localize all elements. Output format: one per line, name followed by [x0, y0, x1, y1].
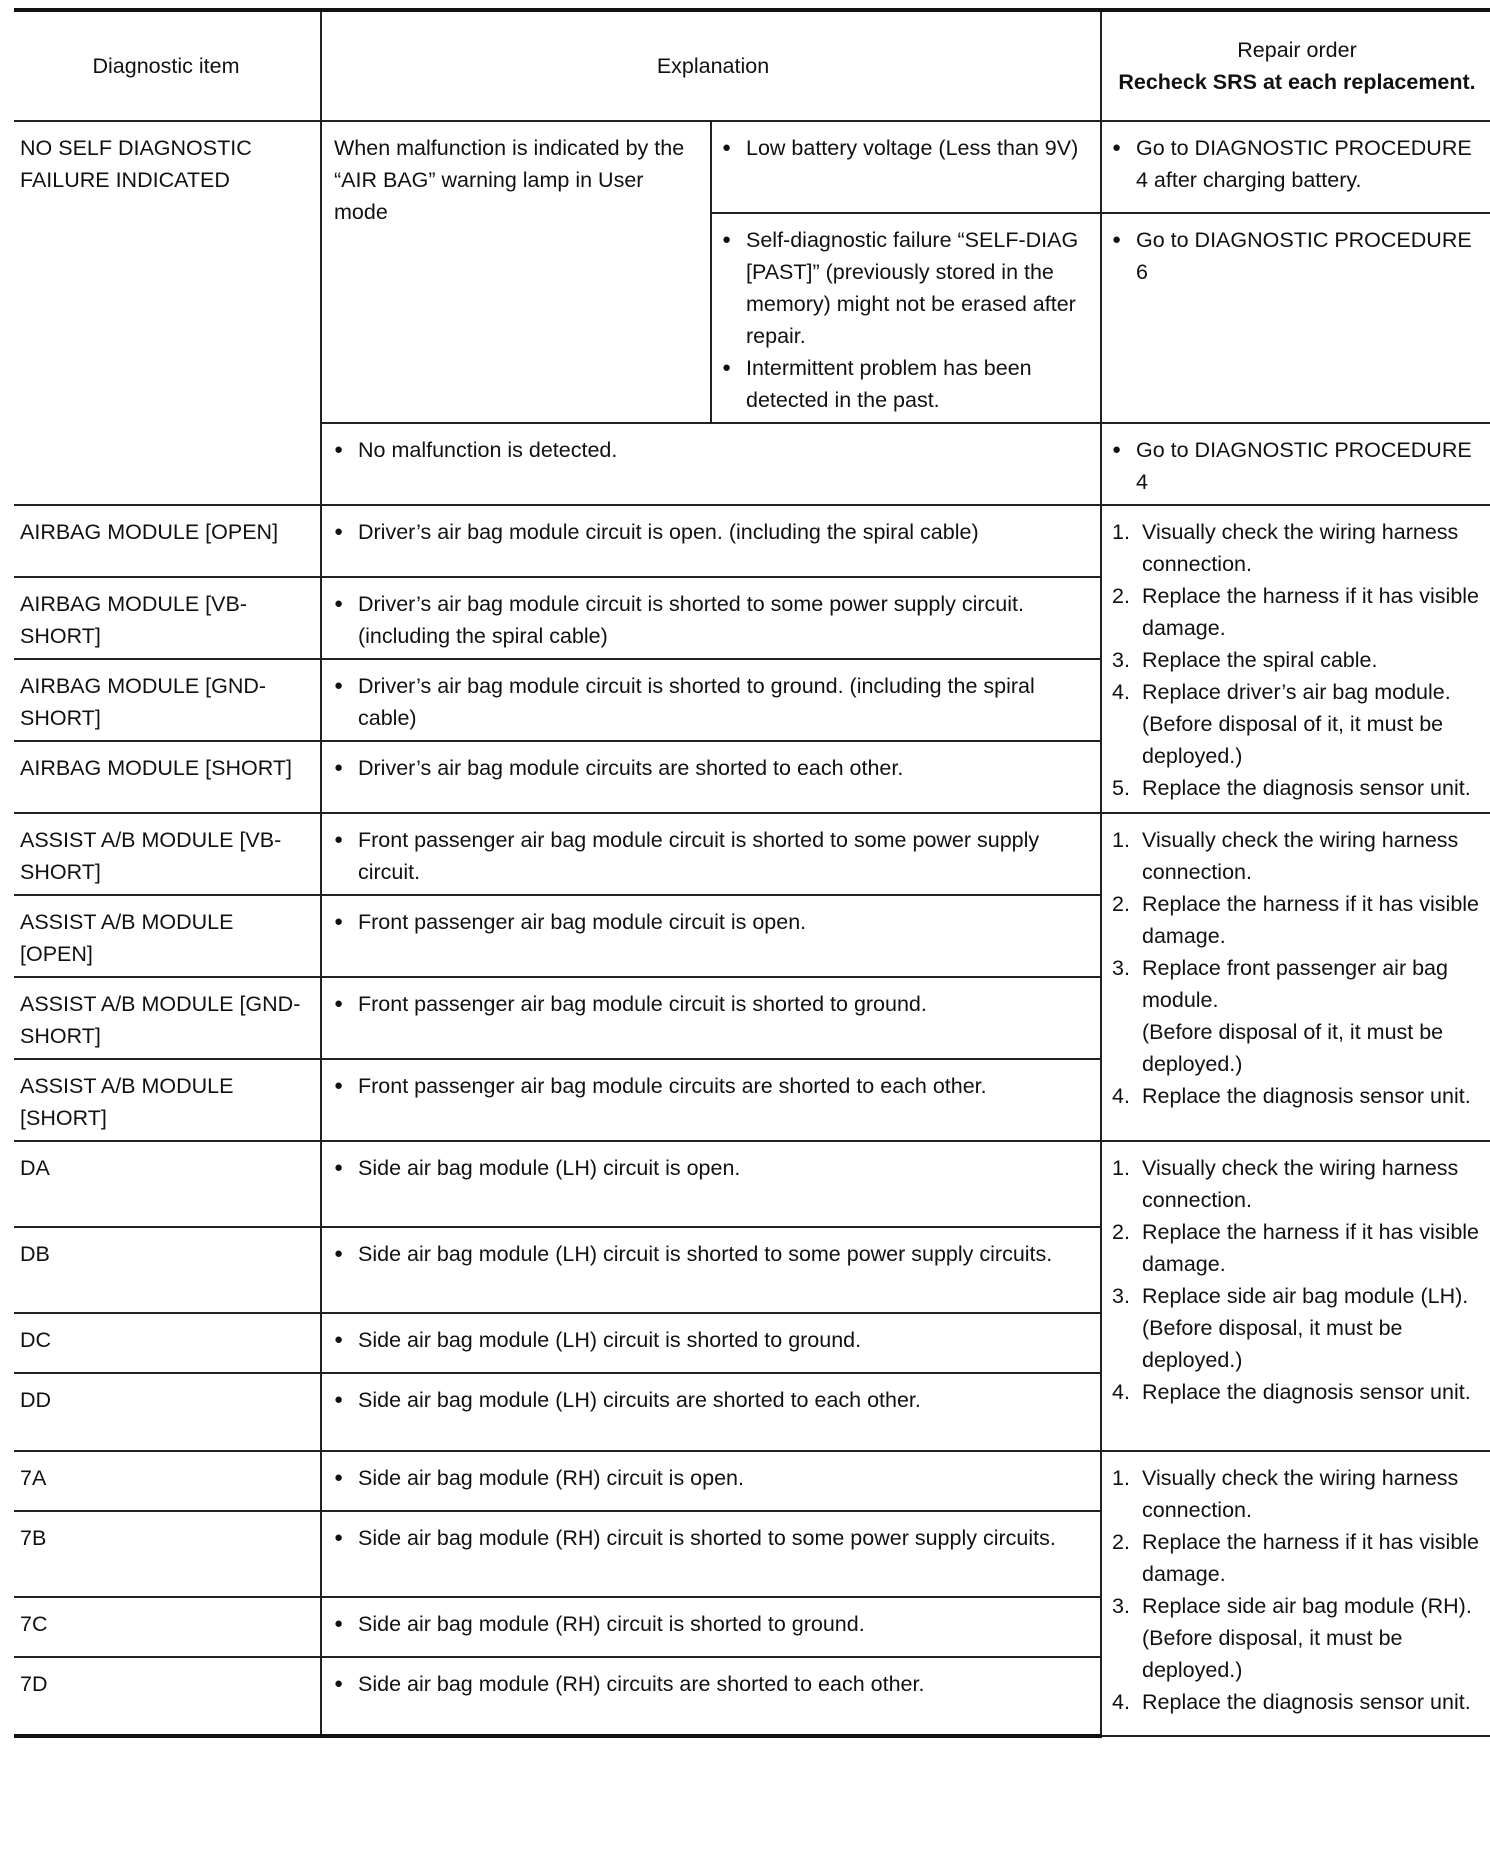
- repair-step-text: Replace the harness if it has visible damage.: [1142, 1220, 1480, 1276]
- repair-item: ● Go to DIAGNOSTIC PROCEDURE 4: [1112, 434, 1482, 498]
- explanation-cell: [321, 1141, 1101, 1227]
- table-row: [14, 1451, 1490, 1511]
- explanation-cell: [321, 895, 1101, 977]
- repair-steps-list: [1112, 1152, 1482, 1408]
- explanation-cell: [321, 813, 1101, 895]
- diagnostic-item-cell: DB: [14, 1227, 321, 1313]
- diagnostic-item-cell: AIRBAG MODULE [SHORT]: [14, 741, 321, 813]
- explanation-cell: [321, 659, 1101, 741]
- repair-step-number: 3.: [1112, 956, 1130, 980]
- explanation-cell: [321, 1313, 1101, 1373]
- diagnostic-table: [14, 8, 1490, 1738]
- repair-step-text: Visually check the wiring harness connection.: [1142, 828, 1459, 884]
- diagnostic-item-cell: AIRBAG MODULE [GND-SHORT]: [14, 659, 321, 741]
- repair-steps-cell: [1101, 1451, 1490, 1736]
- cause-item: ● Self-diagnostic failure “SELF-DIAG [PAST]” (previously stored in the memory) might not be erased after repair.: [722, 224, 1092, 352]
- repair-step-text: Visually check the wiring harness connection.: [1142, 1466, 1459, 1522]
- diagnostic-item-cell: ASSIST A/B MODULE [VB-SHORT]: [14, 813, 321, 895]
- diagnostic-item-cell: DD: [14, 1373, 321, 1451]
- repair-step-number: 2.: [1112, 1220, 1130, 1244]
- header-repair-order-title: Repair order: [1237, 38, 1357, 62]
- repair-step-text: Replace the diagnosis sensor unit.: [1142, 776, 1471, 800]
- repair-step-number: 3.: [1112, 648, 1130, 672]
- diagnostic-item-cell: DC: [14, 1313, 321, 1373]
- repair-step: [1112, 772, 1482, 804]
- repair-step: [1112, 1686, 1482, 1718]
- repair-steps-cell: [1101, 1141, 1490, 1451]
- explanation-cell: [321, 1227, 1101, 1313]
- diagnostic-table-page: [14, 8, 1480, 1853]
- repair-step-note: (Before disposal, it must be deployed.): [1142, 1316, 1403, 1372]
- explanation-cell: [321, 1511, 1101, 1597]
- repair-cell: [1101, 213, 1490, 423]
- repair-steps-cell: [1101, 813, 1490, 1141]
- explanation-cell: [321, 1597, 1101, 1657]
- repair-step: [1112, 1280, 1482, 1376]
- repair-steps-list: [1112, 516, 1482, 804]
- repair-step-number: 4.: [1112, 680, 1130, 704]
- table-header-row: [14, 10, 1490, 121]
- repair-steps-cell: [1101, 505, 1490, 813]
- header-repair-order-note: Recheck SRS at each replacement.: [1118, 70, 1476, 94]
- diagnostic-item-cell: NO SELF DIAGNOSTIC FAILURE INDICATED: [14, 121, 321, 505]
- explanation-item: ● Front passenger air bag module circuit is open.: [334, 906, 1092, 938]
- cause-item: ● Intermittent problem has been detected in the past.: [722, 352, 1092, 416]
- repair-step-number: 3.: [1112, 1284, 1130, 1308]
- repair-cell: [1101, 423, 1490, 505]
- diagnostic-item-cell: 7A: [14, 1451, 321, 1511]
- explanation-item: ● Driver’s air bag module circuit is shorted to ground. (including the spiral cable): [334, 670, 1092, 734]
- repair-steps-list: [1112, 824, 1482, 1112]
- repair-step-note: (Before disposal of it, it must be deployed.): [1142, 1020, 1444, 1076]
- repair-item: ● Go to DIAGNOSTIC PROCEDURE 6: [1112, 224, 1482, 288]
- explanation-item: ● Side air bag module (LH) circuit is open.: [334, 1152, 1092, 1184]
- table-row: [14, 505, 1490, 577]
- diagnostic-item-cell: DA: [14, 1141, 321, 1227]
- diagnostic-item-cell: ASSIST A/B MODULE [OPEN]: [14, 895, 321, 977]
- repair-step-text: Replace the harness if it has visible damage.: [1142, 892, 1480, 948]
- diagnostic-item-cell: AIRBAG MODULE [VB-SHORT]: [14, 577, 321, 659]
- repair-step: [1112, 1376, 1482, 1408]
- condition-cell: When malfunction is indicated by the “AIR BAG” warning lamp in User mode: [321, 121, 711, 423]
- explanation-cell: [321, 1059, 1101, 1141]
- explanation-cell: [321, 741, 1101, 813]
- explanation-item: ● Side air bag module (RH) circuit is open.: [334, 1462, 1092, 1494]
- explanation-item: ● Front passenger air bag module circuit is shorted to ground.: [334, 988, 1092, 1020]
- cause-cell: [711, 213, 1101, 423]
- repair-step-text: Replace the diagnosis sensor unit.: [1142, 1380, 1471, 1404]
- table-row: [14, 1141, 1490, 1227]
- repair-step: [1112, 644, 1482, 676]
- explanation-item: ● Front passenger air bag module circuits are shorted to each other.: [334, 1070, 1092, 1102]
- cause-cell: [711, 121, 1101, 213]
- diagnostic-item-cell: 7B: [14, 1511, 321, 1597]
- explanation-item: ● Driver’s air bag module circuit is shorted to some power supply circuit. (including the spiral cable): [334, 588, 1092, 652]
- repair-step-number: 2.: [1112, 1530, 1130, 1554]
- repair-step-number: 1.: [1112, 1466, 1130, 1490]
- table-row: [14, 121, 1490, 213]
- explanation-item: ● Side air bag module (LH) circuit is shorted to some power supply circuits.: [334, 1238, 1092, 1270]
- repair-step: [1112, 1526, 1482, 1590]
- explanation-item: ● Side air bag module (RH) circuits are shorted to each other.: [334, 1668, 1092, 1700]
- repair-step-number: 3.: [1112, 1594, 1130, 1618]
- diagnostic-item-cell: ASSIST A/B MODULE [GND-SHORT]: [14, 977, 321, 1059]
- repair-step-number: 4.: [1112, 1690, 1130, 1714]
- repair-step-number: 1.: [1112, 828, 1130, 852]
- explanation-item: ● Front passenger air bag module circuit is shorted to some power supply circuit.: [334, 824, 1092, 888]
- explanation-cell: [321, 577, 1101, 659]
- diagnostic-item-cell: 7D: [14, 1657, 321, 1736]
- repair-step-text: Replace the harness if it has visible damage.: [1142, 584, 1480, 640]
- repair-step-number: 2.: [1112, 892, 1130, 916]
- explanation-item: ● Side air bag module (RH) circuit is shorted to ground.: [334, 1608, 1092, 1640]
- diagnostic-item-cell: ASSIST A/B MODULE [SHORT]: [14, 1059, 321, 1141]
- repair-step-number: 4.: [1112, 1084, 1130, 1108]
- repair-step: [1112, 888, 1482, 952]
- header-repair-order: [1101, 10, 1490, 121]
- explanation-cell: [321, 505, 1101, 577]
- repair-step-note: (Before disposal, it must be deployed.): [1142, 1626, 1403, 1682]
- explanation-item: ● Side air bag module (LH) circuit is shorted to ground.: [334, 1324, 1092, 1356]
- repair-step-number: 2.: [1112, 584, 1130, 608]
- repair-step-text: Visually check the wiring harness connection.: [1142, 1156, 1459, 1212]
- repair-step: [1112, 1152, 1482, 1216]
- repair-step-text: Replace driver’s air bag module.: [1142, 680, 1451, 704]
- table-row: [14, 813, 1490, 895]
- explanation-cell: [321, 1451, 1101, 1511]
- repair-step-note: (Before disposal of it, it must be deployed.): [1142, 712, 1444, 768]
- explanation-cell: [321, 1373, 1101, 1451]
- repair-step: [1112, 516, 1482, 580]
- repair-step: [1112, 676, 1482, 772]
- explanation-item: ● Driver’s air bag module circuits are shorted to each other.: [334, 752, 1092, 784]
- repair-step: [1112, 1590, 1482, 1686]
- repair-step: [1112, 824, 1482, 888]
- explanation-cell: [321, 977, 1101, 1059]
- explanation-item: ● Driver’s air bag module circuit is open. (including the spiral cable): [334, 516, 1092, 548]
- repair-steps-list: [1112, 1462, 1482, 1718]
- explanation-cell: [321, 1657, 1101, 1736]
- repair-step: [1112, 1462, 1482, 1526]
- repair-step-text: Replace the spiral cable.: [1142, 648, 1378, 672]
- repair-step-text: Visually check the wiring harness connection.: [1142, 520, 1459, 576]
- repair-step-number: 4.: [1112, 1380, 1130, 1404]
- header-diagnostic-item: Diagnostic item: [14, 10, 321, 121]
- repair-step-number: 1.: [1112, 520, 1130, 544]
- header-explanation: Explanation: [321, 10, 1101, 121]
- repair-step: [1112, 1080, 1482, 1112]
- repair-step-text: Replace the diagnosis sensor unit.: [1142, 1084, 1471, 1108]
- repair-item: ● Go to DIAGNOSTIC PROCEDURE 4 after charging battery.: [1112, 132, 1482, 196]
- repair-step-text: Replace front passenger air bag module.: [1142, 956, 1448, 1012]
- repair-step-text: Replace side air bag module (LH).: [1142, 1284, 1469, 1308]
- repair-cell: [1101, 121, 1490, 213]
- repair-step-number: 5.: [1112, 776, 1130, 800]
- repair-step-text: Replace the diagnosis sensor unit.: [1142, 1690, 1471, 1714]
- diagnostic-item-cell: 7C: [14, 1597, 321, 1657]
- diagnostic-item-cell: AIRBAG MODULE [OPEN]: [14, 505, 321, 577]
- explanation-cell: [321, 423, 1101, 505]
- repair-step-text: Replace side air bag module (RH).: [1142, 1594, 1472, 1618]
- repair-step: [1112, 1216, 1482, 1280]
- repair-step-text: Replace the harness if it has visible damage.: [1142, 1530, 1480, 1586]
- cause-item: ● Low battery voltage (Less than 9V): [722, 132, 1092, 164]
- repair-step-number: 1.: [1112, 1156, 1130, 1180]
- explanation-item: ● No malfunction is detected.: [334, 434, 1092, 466]
- explanation-item: ● Side air bag module (RH) circuit is shorted to some power supply circuits.: [334, 1522, 1092, 1554]
- repair-step: [1112, 952, 1482, 1080]
- explanation-item: ● Side air bag module (LH) circuits are shorted to each other.: [334, 1384, 1092, 1416]
- repair-step: [1112, 580, 1482, 644]
